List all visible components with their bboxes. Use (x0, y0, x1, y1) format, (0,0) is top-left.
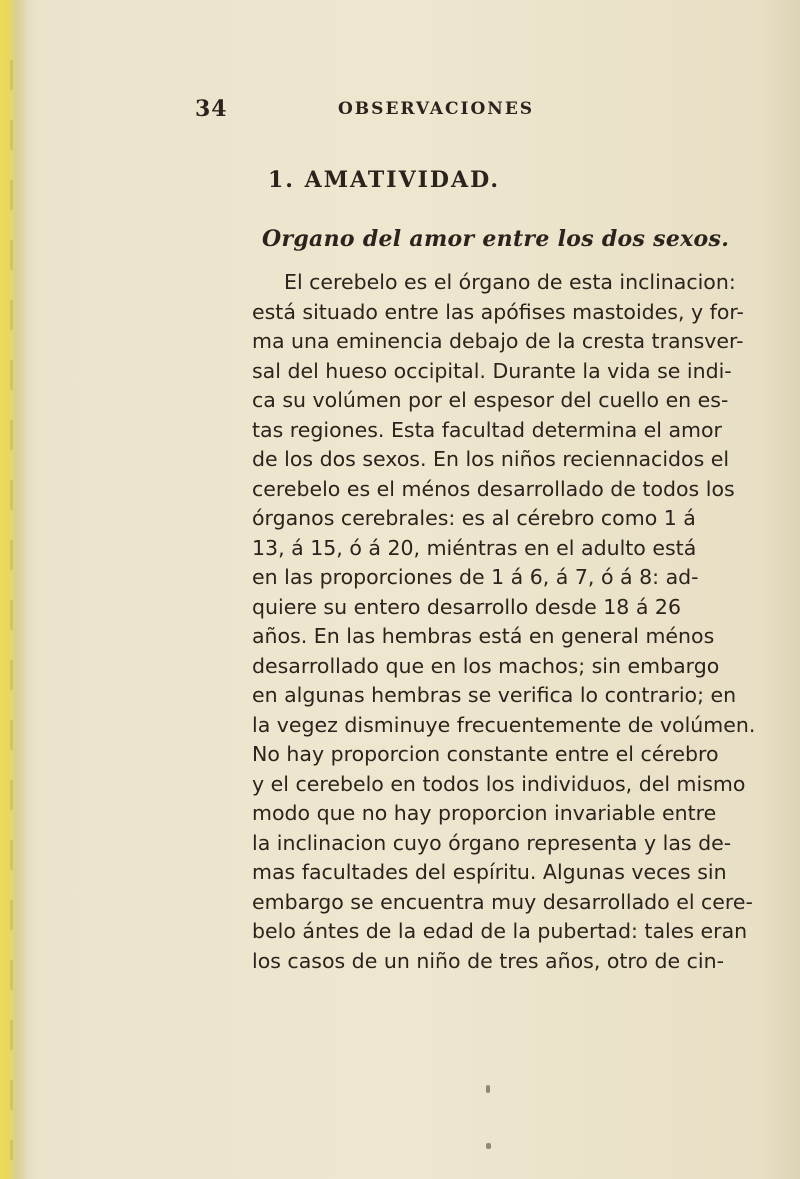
text-line: en las proporciones de 1 á 6, á 7, ó á 8: ad- (252, 565, 699, 589)
chapter-subtitle: Organo del amor entre los dos sexos. (262, 226, 730, 252)
paper-speck (486, 1143, 491, 1149)
text-line: modo que no hay proporcion invariable entre (252, 801, 717, 825)
text-line: El cerebelo es el órgano de esta inclinacion: (284, 270, 736, 294)
text-line: y el cerebelo en todos los individuos, del mismo (252, 771, 746, 796)
spine-binding-texture (10, 60, 13, 1160)
running-head: OBSERVACIONES (338, 99, 535, 119)
text-line: está situado entre las apófises mastoides, y for- (252, 299, 744, 324)
text-line: años. En las hembras está en general ménos (252, 624, 715, 648)
text-line: belo ántes de la edad de la pubertad: tales eran (252, 919, 748, 943)
paper-speck (486, 1085, 490, 1093)
text-line: embargo se encuentra muy desarrollado el cere- (252, 889, 753, 914)
text-line: sal del hueso occipital. Durante la vida se indi- (252, 358, 732, 383)
text-line: la inclinacion cuyo órgano representa y las de- (252, 830, 732, 855)
text-line: mas facultades del espíritu. Algunas veces sin (252, 860, 727, 884)
text-line: la vegez disminuye frecuentemente de volúmen. (252, 712, 756, 737)
body-paragraph (252, 268, 792, 976)
text-line: en algunas hembras se verifica lo contrario; en (252, 683, 737, 707)
chapter-title: 1. AMATIVIDAD. (268, 167, 501, 193)
text-line: ma una eminencia debajo de la cresta transver- (252, 329, 744, 353)
text-line: tas regiones. Esta facultad determina el amor (252, 417, 722, 442)
text-line: de los dos sexos. En los niños reciennacidos el (252, 447, 730, 471)
text-line: órganos cerebrales: es al cérebro como 1 á (252, 506, 696, 530)
text-line: 13, á 15, ó á 20, miéntras en el adulto está (252, 535, 697, 560)
text-line: No hay proporcion constante entre el cérebro (252, 742, 719, 766)
text-line: desarrollado que en los machos; sin embargo (252, 653, 720, 678)
text-line: los casos de un niño de tres años, otro de cin- (252, 948, 724, 973)
text-line: cerebelo es el ménos desarrollado de todos los (252, 476, 735, 501)
book-spine-edge (0, 0, 28, 1179)
page-header (195, 96, 655, 124)
text-line: quiere su entero desarrollo desde 18 á 26 (252, 594, 682, 619)
page-number: 34 (195, 96, 228, 122)
text-line: ca su volúmen por el espesor del cuello en es- (252, 388, 729, 412)
